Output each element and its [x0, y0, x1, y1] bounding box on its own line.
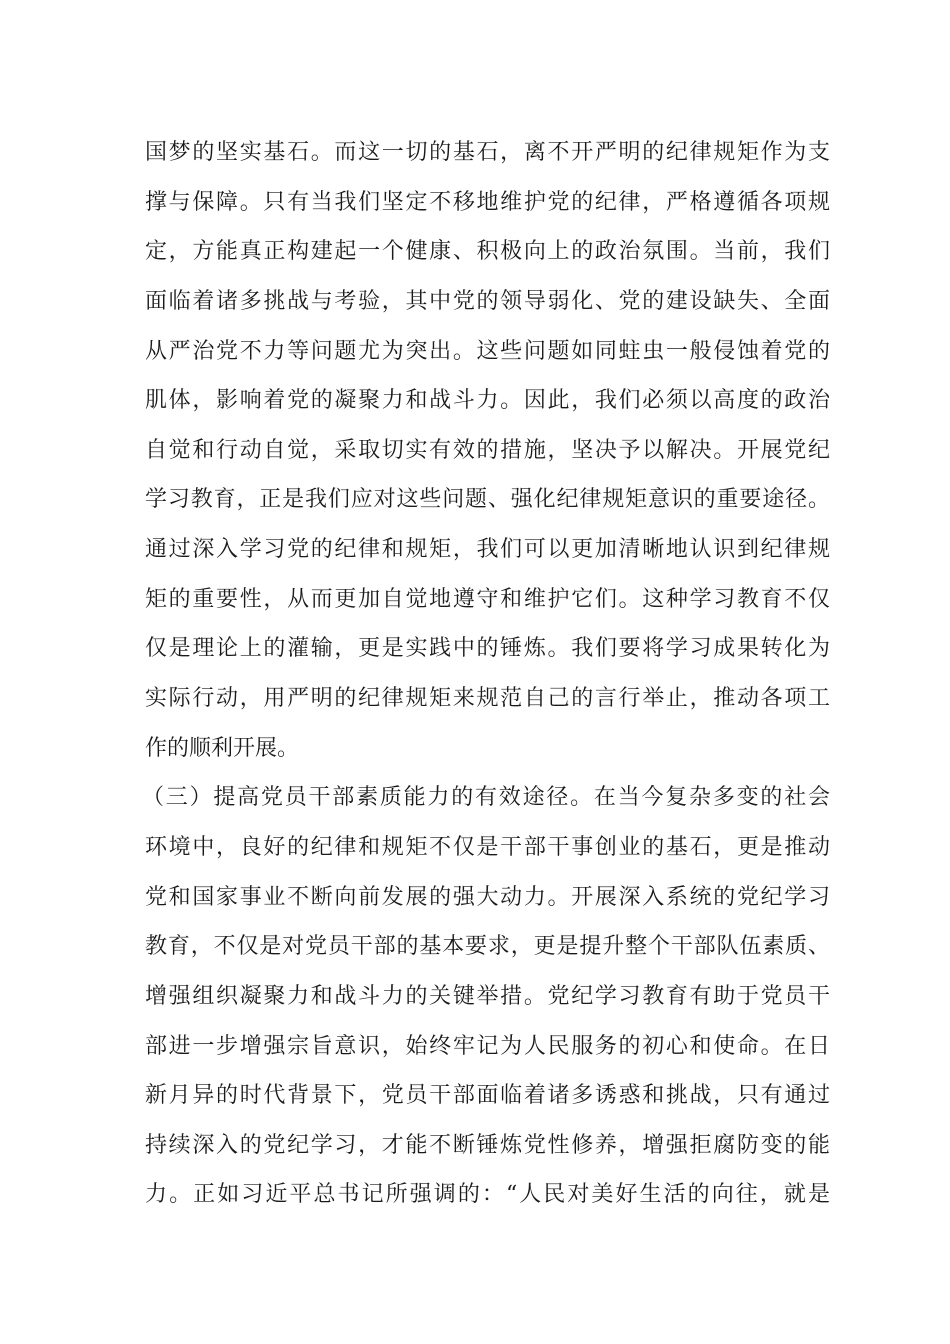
text-line: 教育，不仅是对党员干部的基本要求，更是提升整个干部队伍素质、 [145, 934, 830, 960]
text-line: 力。正如习近平总书记所强调的：“人民对美好生活的向往，就是 [145, 1182, 830, 1208]
text-line: 仅是理论上的灌输，更是实践中的锤炼。我们要将学习成果转化为 [145, 636, 830, 662]
text-line: 面临着诸多挑战与考验，其中党的领导弱化、党的建设缺失、全面 [145, 288, 830, 314]
text-line: 自觉和行动自觉，采取切实有效的措施，坚决予以解决。开展党纪 [145, 437, 830, 463]
text-line: 学习教育，正是我们应对这些问题、强化纪律规矩意识的重要途径。 [145, 487, 830, 513]
text-line: 国梦的坚实基石。而这一切的基石，离不开严明的纪律规矩作为支 [145, 140, 830, 165]
text-line: 通过深入学习党的纪律和规矩，我们可以更加清晰地认识到纪律规 [145, 537, 830, 563]
body-text [142, 128, 830, 1220]
text-line: 新月异的时代背景下，党员干部面临着诸多诱惑和挑战，只有通过 [145, 1083, 830, 1109]
text-line: 部进一步增强宗旨意识，始终牢记为人民服务的初心和使命。在日 [145, 1033, 830, 1059]
text-line: 定，方能真正构建起一个健康、积极向上的政治氛围。当前，我们 [145, 239, 830, 265]
text-line: 撑与保障。只有当我们坚定不移地维护党的纪律，严格遵循各项规 [145, 189, 830, 215]
text-line: 矩的重要性，从而更加自觉地遵守和维护它们。这种学习教育不仅 [145, 586, 830, 612]
text-line: 持续深入的党纪学习，才能不断锤炼党性修养，增强拒腐防变的能 [145, 1132, 830, 1158]
text-line: 增强组织凝聚力和战斗力的关键举措。党纪学习教育有助于党员干 [145, 983, 830, 1009]
text-line: 环境中，良好的纪律和规矩不仅是干部干事创业的基石，更是推动 [145, 834, 830, 860]
section-heading-line: （三）提高党员干部素质能力的有效途径。在当今复杂多变的社会 [142, 785, 830, 811]
text-line: 肌体，影响着党的凝聚力和战斗力。因此，我们必须以高度的政治 [145, 388, 830, 414]
text-line: 作的顺利开展。 [145, 735, 300, 761]
text-line: 实际行动，用严明的纪律规矩来规范自己的言行举止，推动各项工 [145, 686, 830, 712]
text-line: 从严治党不力等问题尤为突出。这些问题如同蛀虫一般侵蚀着党的 [145, 338, 830, 364]
text-line: 党和国家事业不断向前发展的强大动力。开展深入系统的党纪学习 [145, 884, 830, 910]
